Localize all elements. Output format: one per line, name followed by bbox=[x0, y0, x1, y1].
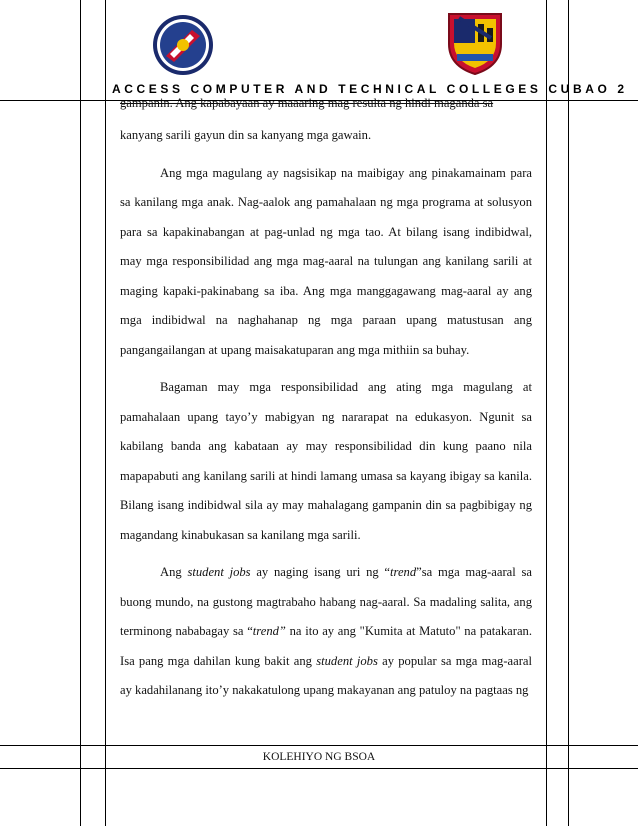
italic-term: trend bbox=[390, 565, 417, 579]
frame-line-left-inner bbox=[105, 0, 106, 826]
text-segment: ay popular sa mga mag-aaral ay kadahilanang ito’y nakakatulong upang makayanan ang patuloy na pagtaas ng bbox=[120, 653, 532, 697]
left-seal-logo bbox=[152, 14, 214, 76]
paragraph-student-jobs bbox=[120, 558, 532, 706]
italic-term: student jobs bbox=[187, 565, 251, 579]
frame-line-right-inner bbox=[546, 0, 547, 826]
frame-line-left-outer bbox=[80, 0, 81, 826]
page-footer: KOLEHIYO NG BSOA bbox=[262, 751, 376, 763]
page-header-title: ACCESS COMPUTER AND TECHNICAL COLLEGES CUBAO 2 bbox=[112, 82, 628, 96]
text-segment: ”sa mga mag-aaral sa buong mundo, na gustong magtrabaho habang nag-aaral. Sa madaling salita, ang terminong nababagay sa “ bbox=[120, 565, 533, 638]
italic-term: student jobs bbox=[316, 653, 378, 668]
paragraph-parents: Ang mga magulang ay nagsisikap na maibigay ang pinakamainam para sa kanilang mga anak. Nag-aalok ang pamahalaan ng mga programa at solusyon para sa kapakinabangan at pag-unlad ng mga tao. At bilang isang indibidwal, may mga responsibilidad ang mga mag-aaral na tulungan ang kanilang sarili at maging kapaki-pakinabang sa iba. Ang mga manggagawang mag-aaral ay ang mga indibidwal na naghahanap ng mga paraan upang matustusan ang pangangailangan at upang maisakatuparan ang mga mithiin sa buhay. bbox=[120, 165, 532, 357]
frame-line-bottom-outer bbox=[0, 745, 638, 746]
paragraph-continuation: kanyang sarili gayun din sa kanyang mga gawain. bbox=[120, 128, 372, 142]
frame-line-bottom-inner bbox=[0, 768, 638, 769]
frame-line-right-outer bbox=[568, 0, 569, 826]
paragraph-continuation-struck: gampanin. Ang kapabayaan ay maaaring mag resulta ng hindi maganda sa bbox=[120, 96, 494, 110]
right-crest-logo bbox=[445, 10, 505, 76]
paragraph-responsibilities: Bagaman may mga responsibilidad ang ating mga magulang at pamahalaan upang tayo’y mabigyan ng nararapat na edukasyon. Ngunit sa kabilang banda ang kabataan ay may responsibilidad din kung paano nila mapapabuti ang kanilang sarili at hindi lamang umasa sa kayang ibigay sa kanila. Bilang isang indibidwal sila ay may mahalagang gampanin din sa pagbibigay ng magandang kinabukasan sa kanilang mga sarili. bbox=[120, 380, 532, 542]
text-segment: ay naging isang uri ng “ bbox=[250, 565, 391, 579]
italic-term: trend” bbox=[252, 624, 286, 638]
body-text bbox=[120, 93, 532, 706]
text-segment: na ito ay ang "Kumita at Matuto" na patakaran. Isa pang mga dahilan kung bakit ang bbox=[120, 624, 532, 668]
text-segment: Ang bbox=[160, 565, 188, 579]
